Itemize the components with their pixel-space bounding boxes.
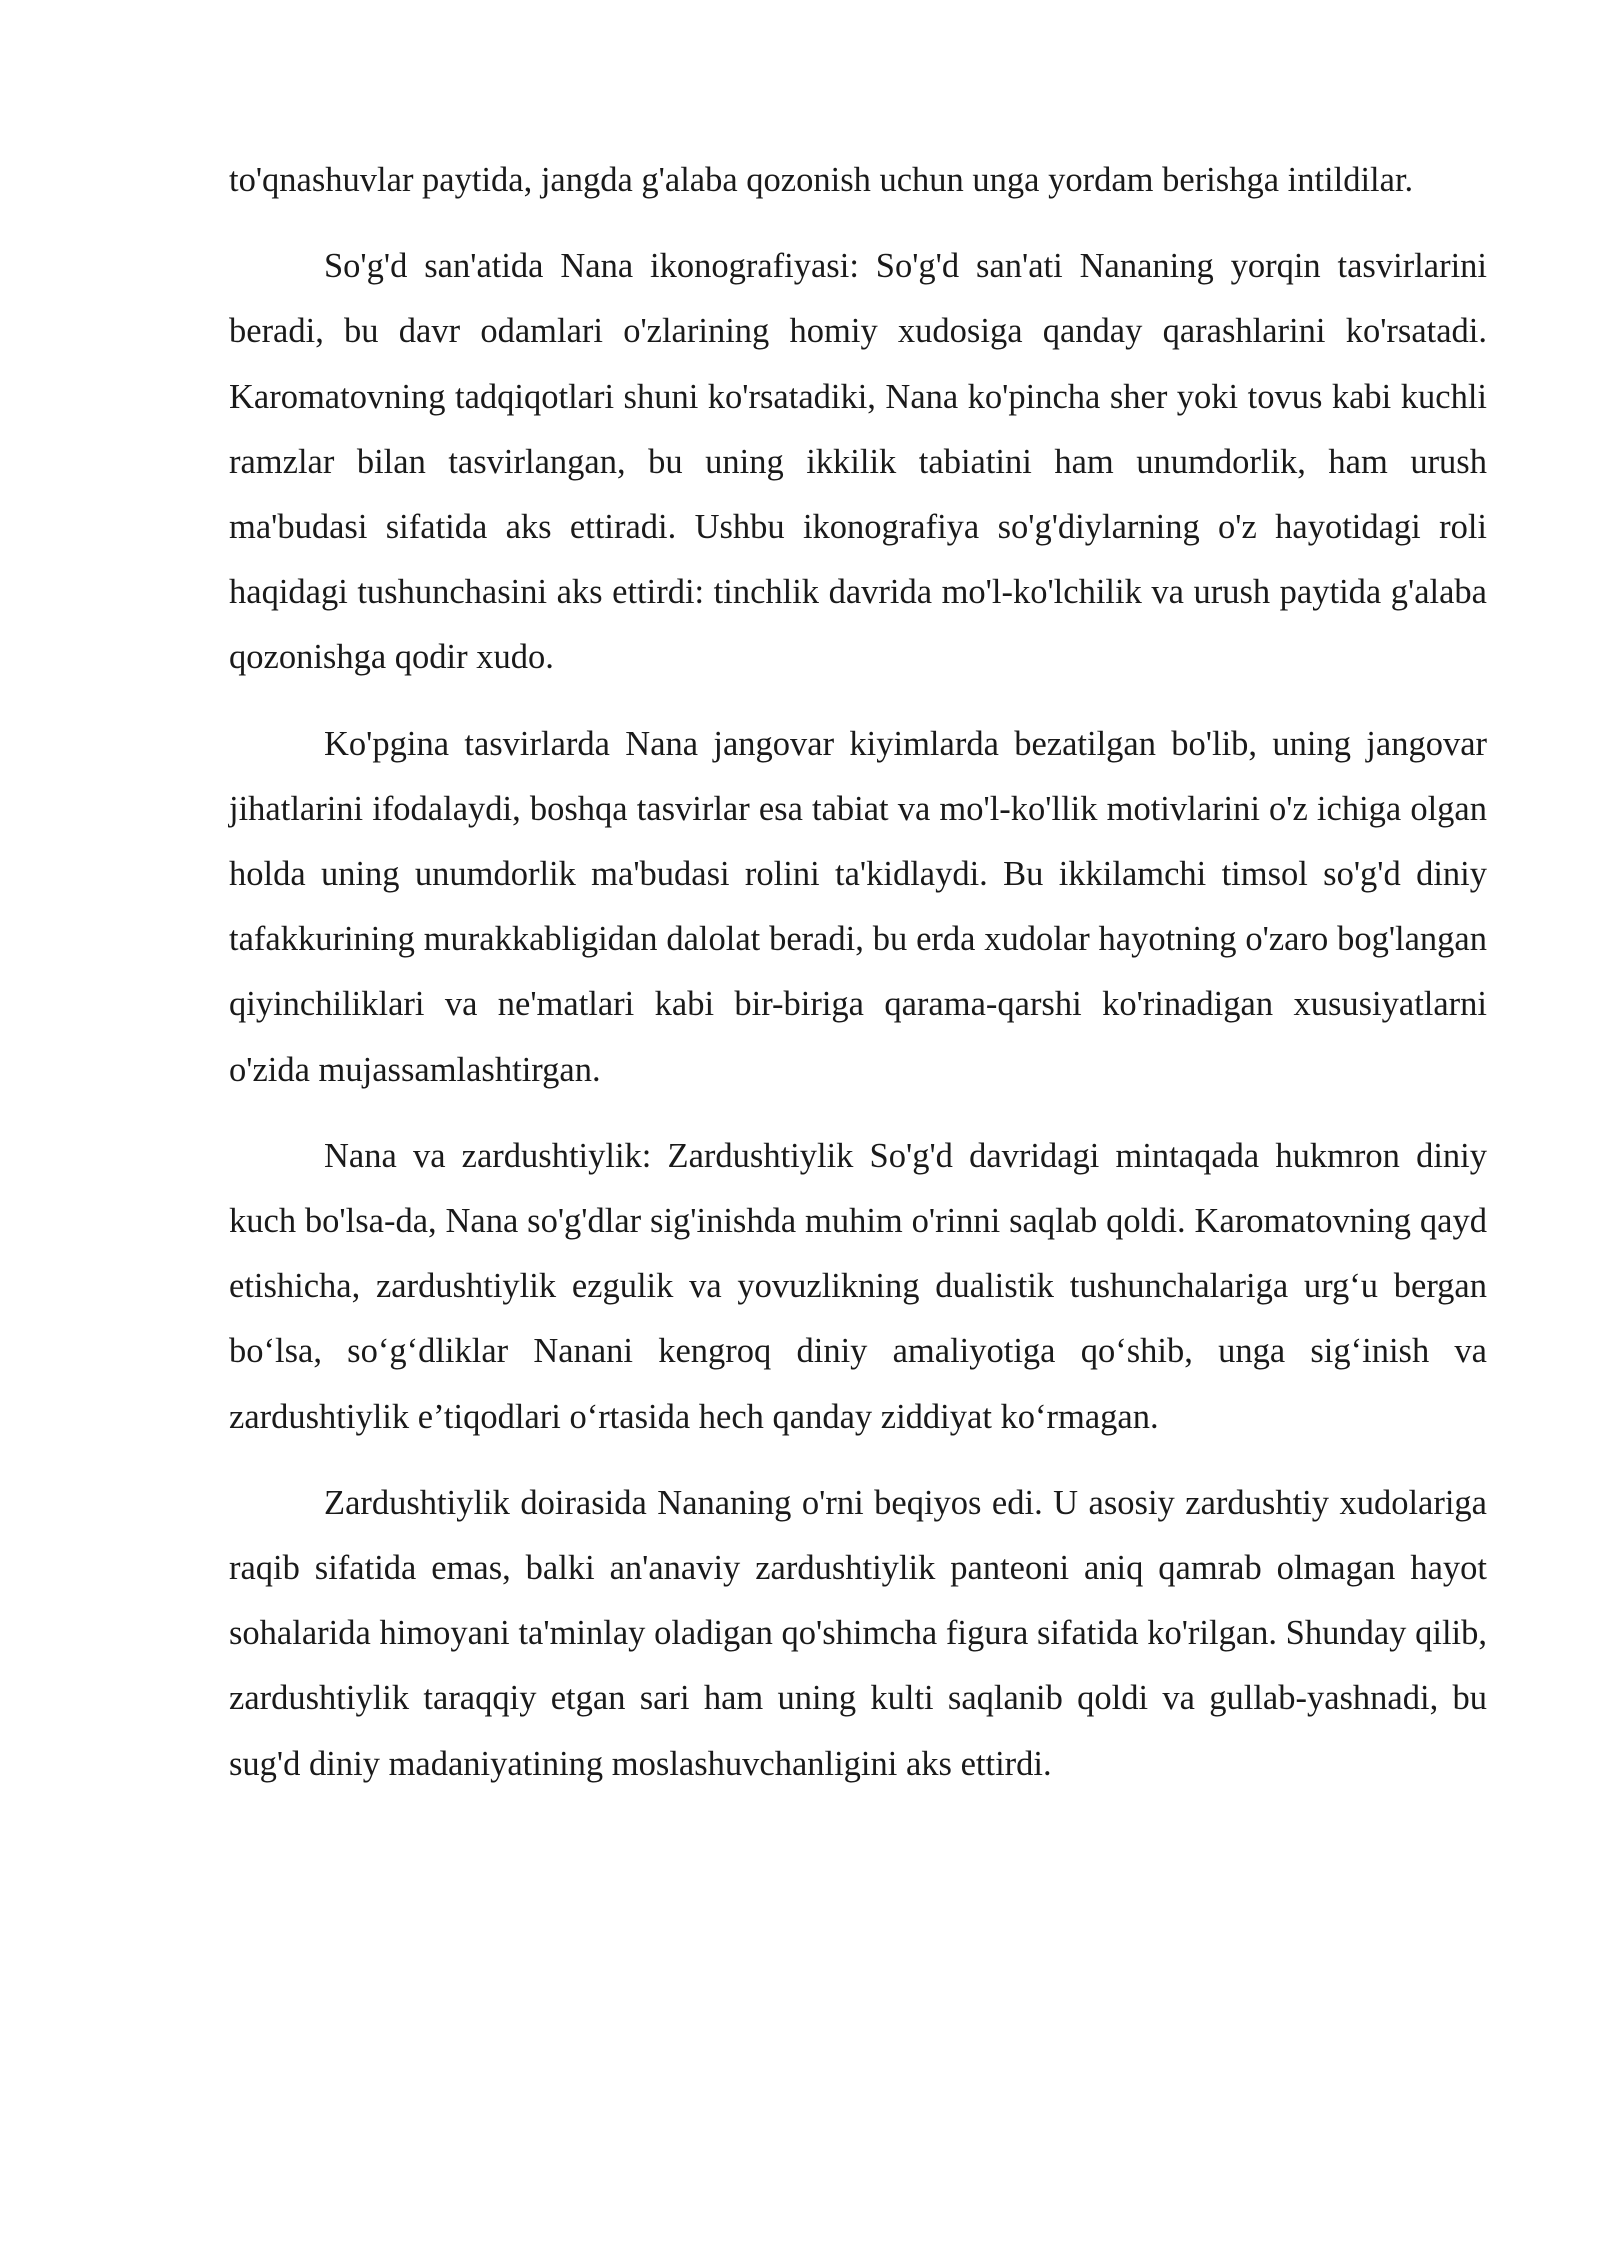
paragraph-nana-role: Zardushtiylik doirasida Nananing o'rni beqiyos edi. U asosiy zardushtiy xudolariga raqib sifatida emas, balki an'anaviy zardushtiylik panteoni aniq qamrab olmagan hayot sohalarida himoyani ta'minlay oladigan qo'shimcha figura sifatida ko'rilgan. Shunday qilib, zardushtiylik taraqqiy etgan sari ham uning kulti saqlanib qoldi va gullab-yashnadi, bu sug'd diniy madaniyatining moslashuvchanligini aks ettirdi. — [229, 1483, 1487, 1783]
paragraph-continuation: to'qnashuvlar paytida, jangda g'alaba qozonish uchun unga yordam berishga intildilar. — [229, 161, 1414, 199]
body-text — [229, 148, 1487, 1818]
paragraph-sogd-iconography: So'g'd san'atida Nana ikonografiyasi: So'g'd san'ati Nananing yorqin tasvirlarini beradi, bu davr odamlari o'zlarining homiy xudosiga qanday qarashlarini ko'rsatadi. Karomatovning tadqiqotlari shuni ko'rsatadiki, Nana ko'pincha sher yoki tovus kabi kuchli ramzlar bilan tasvirlangan, bu uning ikkilik tabiatini ham unumdorlik, ham urush ma'budasi sifatida aks ettiradi. Ushbu ikonografiya so'g'diylarning o'z hayotidagi roli haqidagi tushunchasini aks ettirdi: tinchlik davrida mo'l-ko'lchilik va urush paytida g'alaba qozonishga qodir xudo. — [229, 247, 1487, 677]
paragraph-dual-symbolism: Ko'pgina tasvirlarda Nana jangovar kiyimlarda bezatilgan bo'lib, uning jangovar jihatlarini ifodalaydi, boshqa tasvirlar esa tabiat va mo'l-ko'llik motivlarini o'z ichiga olgan holda uning unumdorlik ma'budasi rolini ta'kidlaydi. Bu ikkilamchi timsol so'g'd diniy tafakkurining murakkabligidan dalolat beradi, bu erda xudolar hayotning o'zaro bog'langan qiyinchiliklari va ne'matlari kabi bir-biriga qarama-qarshi ko'rinadigan xususiyatlarni o'zida mujassamlashtirgan. — [229, 724, 1487, 1089]
paragraph-nana-zoroastrianism: Nana va zardushtiylik: Zardushtiylik So'g'd davridagi mintaqada hukmron diniy kuch bo'lsa-da, Nana so'g'dlar sig'inishda muhim o'rinni saqlab qoldi. Karomatovning qayd etishicha, zardushtiylik ezgulik va yovuzlikning dualistik tushunchalariga urg‘u bergan bo‘lsa, so‘g‘dliklar Nanani kengroq diniy amaliyotiga qo‘shib, unga sig‘inish va zardushtiylik e’tiqodlari o‘rtasida hech qanday ziddiyat ko‘rmagan. — [229, 1136, 1487, 1436]
